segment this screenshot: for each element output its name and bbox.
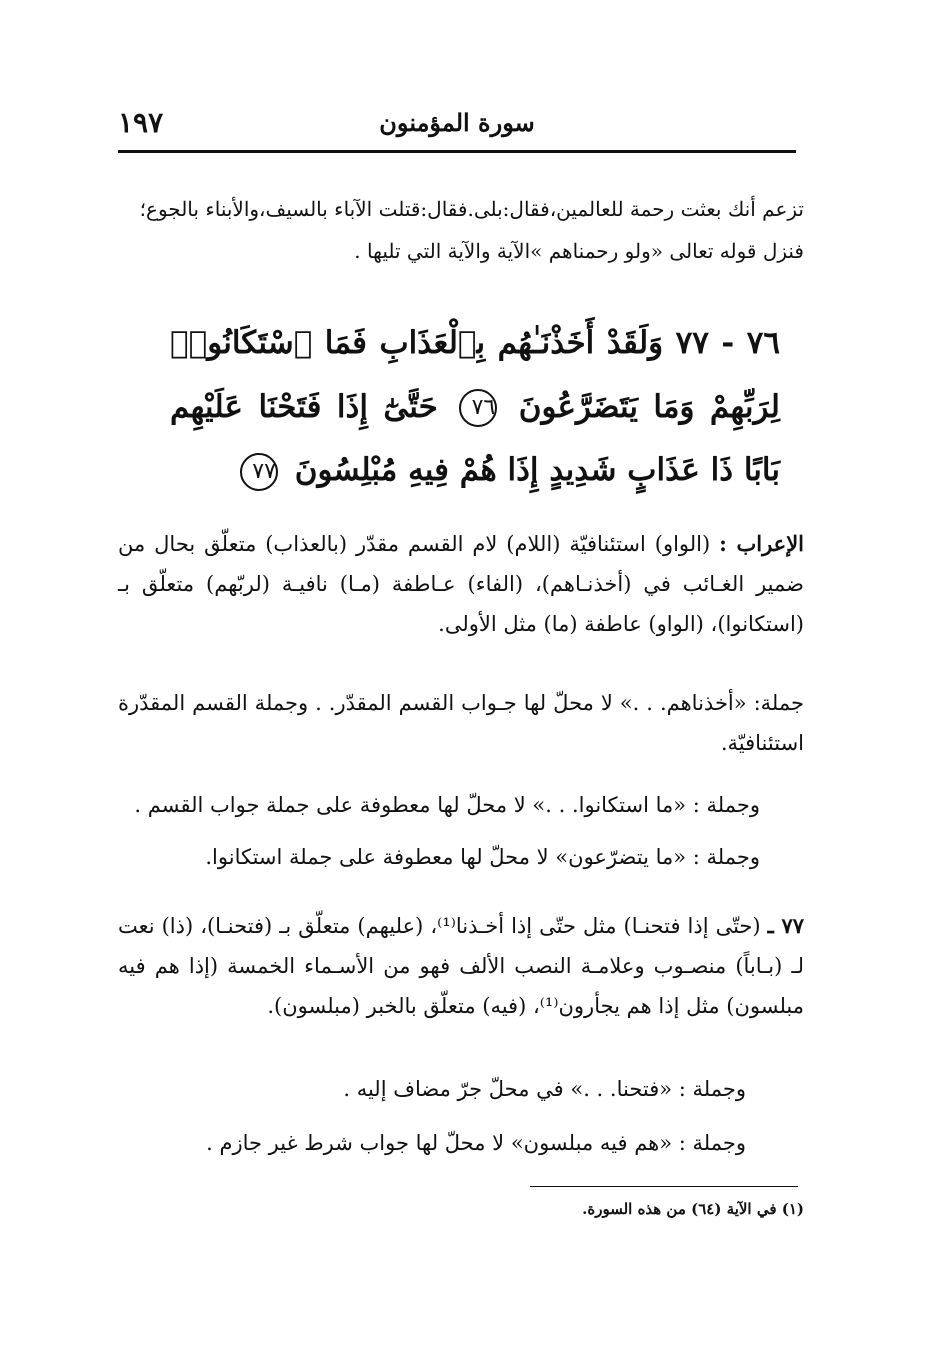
footnote-divider: [530, 1186, 798, 1187]
ayah-end-marker-77: ٧٧: [240, 453, 278, 491]
jumla-paragraph-5: [146, 1124, 746, 1164]
jumla-paragraph-3: [120, 838, 760, 878]
jumla-paragraph-4: [146, 1070, 746, 1110]
ayah-77-number: ٧٧ ـ: [767, 913, 804, 938]
jumla-paragraph-2: [120, 786, 760, 826]
irab-paragraph: [118, 524, 804, 645]
jumla-paragraph-1: [118, 684, 804, 764]
page-header: [118, 104, 796, 148]
jumla-text-2: وجملة : «ما استكانوا. . .» لا محلّ لها معطوفة على جملة جواب القسم .: [134, 793, 760, 817]
irab-label: الإعراب :: [719, 531, 804, 556]
ayah-77-paragraph: [118, 906, 804, 1027]
verse-text-2: حَتَّىٰٓ إِذَا فَتَحْنَا عَلَيْهِم بَابًا ذَا عَذَابٍ شَدِيدٍ إِذَا هُمْ فِيهِ مُبْلِسُونَ: [170, 388, 780, 489]
header-divider: [118, 150, 796, 153]
intro-line-2: فنزل قوله تعالى «ولو رحمناهم »الآية والآية التي تليها .: [354, 239, 804, 263]
quran-verse: [170, 312, 780, 503]
jumla-text-1: جملة: «أخذناهم. . .» لا محلّ لها جـواب القسم المقدّر. . وجملة القسم المقدّرة استئنافيّة.: [118, 691, 804, 755]
surah-title: سورة المؤمنون: [379, 108, 535, 137]
jumla-text-5: وجملة : «هم فيه مبلسون» لا محلّ لها جواب شرط غير جازم .: [206, 1131, 746, 1155]
intro-line-1: تزعم أنك بعثت رحمة للعالمين،فقال:بلى.فقال:قتلت الآباء بالسيف،والأبناء بالجوع؛: [139, 197, 804, 221]
irab-text: (الواو) استئنافيّة (اللام) لام القسم مقدّر (بالعذاب) متعلّق بحال من ضمير الغـائب في (أخذنـاهم)، (الفاء) عـاطفة (مـا) نافيـة (لربّهم) متعلّق بـ (استكانوا)، (الواو) عاطفة (ما) مثل الأولى.: [118, 532, 804, 636]
verse-numbers: ٧٦ - ٧٧: [675, 325, 781, 361]
verse-text-1: وَلَقَدْ أَخَذْنَـٰهُم بِٱلْعَذَابِ فَمَا ٱسْتَكَانُوا۟ لِرَبِّهِمْ وَمَا يَتَضَرَّعُونَ: [170, 325, 780, 425]
intro-paragraph: [118, 188, 804, 272]
page-number: ١٩٧: [118, 106, 164, 139]
jumla-text-4: وجملة : «فتحنا. . .» في محلّ جرّ مضاف إليه .: [343, 1077, 746, 1101]
ayah-77-text: (حتّى إذا فتحنـا) مثل حتّى إذا أخـذنا⁽¹⁾، (عليهم) متعلّق بـ (فتحنـا)، (ذا) نعت لـ (بـاباً) منصـوب وعلامـة النصب الألف فهو من الأسـماء الخمسة (إذا هم فيه مبلسون) مثل إذا هم يجأرون⁽¹⁾، (فيه) متعلّق بالخبر (مبلسون).: [118, 914, 804, 1018]
ayah-end-marker-76: ٧٦: [459, 389, 497, 427]
jumla-text-3: وجملة : «ما يتضرّعون» لا محلّ لها معطوفة على جملة استكانوا.: [205, 845, 760, 869]
footnote: (١) في الآية (٦٤) من هذه السورة.: [582, 1200, 804, 1218]
